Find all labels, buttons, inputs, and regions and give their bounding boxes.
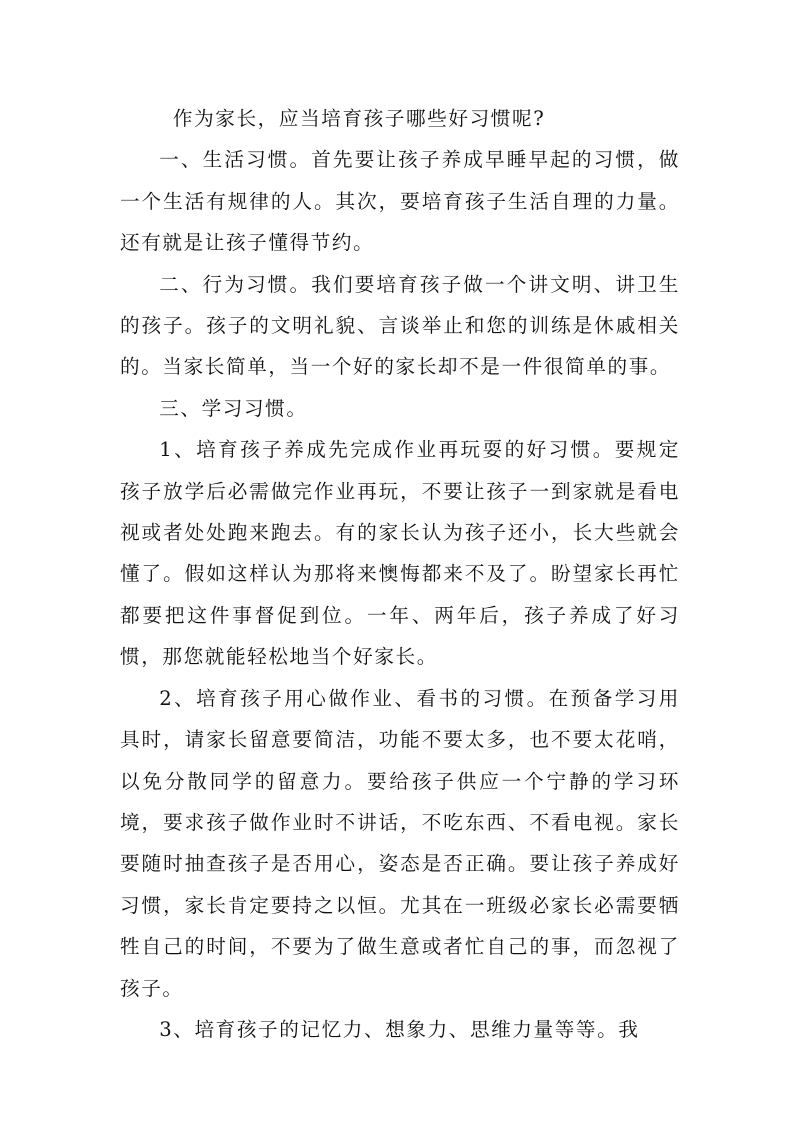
paragraph-study-habit-1: 1、培育孩子养成先完成作业再玩耍的好习惯。要规定孩子放学后必需做完作业再玩，不要让孩子一到家就是看电视或者处处跑来跑去。有的家长认为孩子还小，长大些就会懂了。假如这样认为那将来懊悔都来不及了。盼望家长再忙都要把这件事督促到位。一年、两年后，孩子养成了好习惯，那您就能轻松地当个好家长。	[120, 438, 680, 669]
document-title: 作为家长，应当培育孩子哪些好习惯呢?	[172, 107, 546, 130]
paragraph-behavior-habits: 二、行为习惯。我们要培育孩子做一个讲文明、讲卫生的孩子。孩子的文明礼貌、言谈举止和您的训练是休戚相关的。当家长简单，当一个好的家长却不是一件很简单的事。	[120, 272, 680, 379]
paragraph-life-habits: 一、生活习惯。首先要让孩子养成早睡早起的习惯，做一个生活有规律的人。其次，要培育孩子生活自理的力量。还有就是让孩子懂得节约。	[120, 148, 680, 255]
paragraph-study-habits-heading: 三、学习习惯。	[159, 396, 308, 420]
document-body	[120, 98, 680, 1050]
paragraph-study-habit-2: 2、培育孩子用心做作业、看书的习惯。在预备学习用具时，请家长留意要简洁，功能不要太多，也不要太花哨，以免分散同学的留意力。要给孩子供应一个宁静的学习环境，要求孩子做作业时不讲话，不吃东西、不看电视。家长要随时抽查孩子是否用心，姿态是否正确。要让孩子养成好习惯，家长肯定要持之以恒。尤其在一班级必家长必需要牺牲自己的时间，不要为了做生意或者忙自己的事，而忽视了孩子。	[120, 686, 680, 1000]
paragraph-study-habit-3: 3、培育孩子的记忆力、想象力、思维力量等等。我	[159, 1017, 640, 1041]
